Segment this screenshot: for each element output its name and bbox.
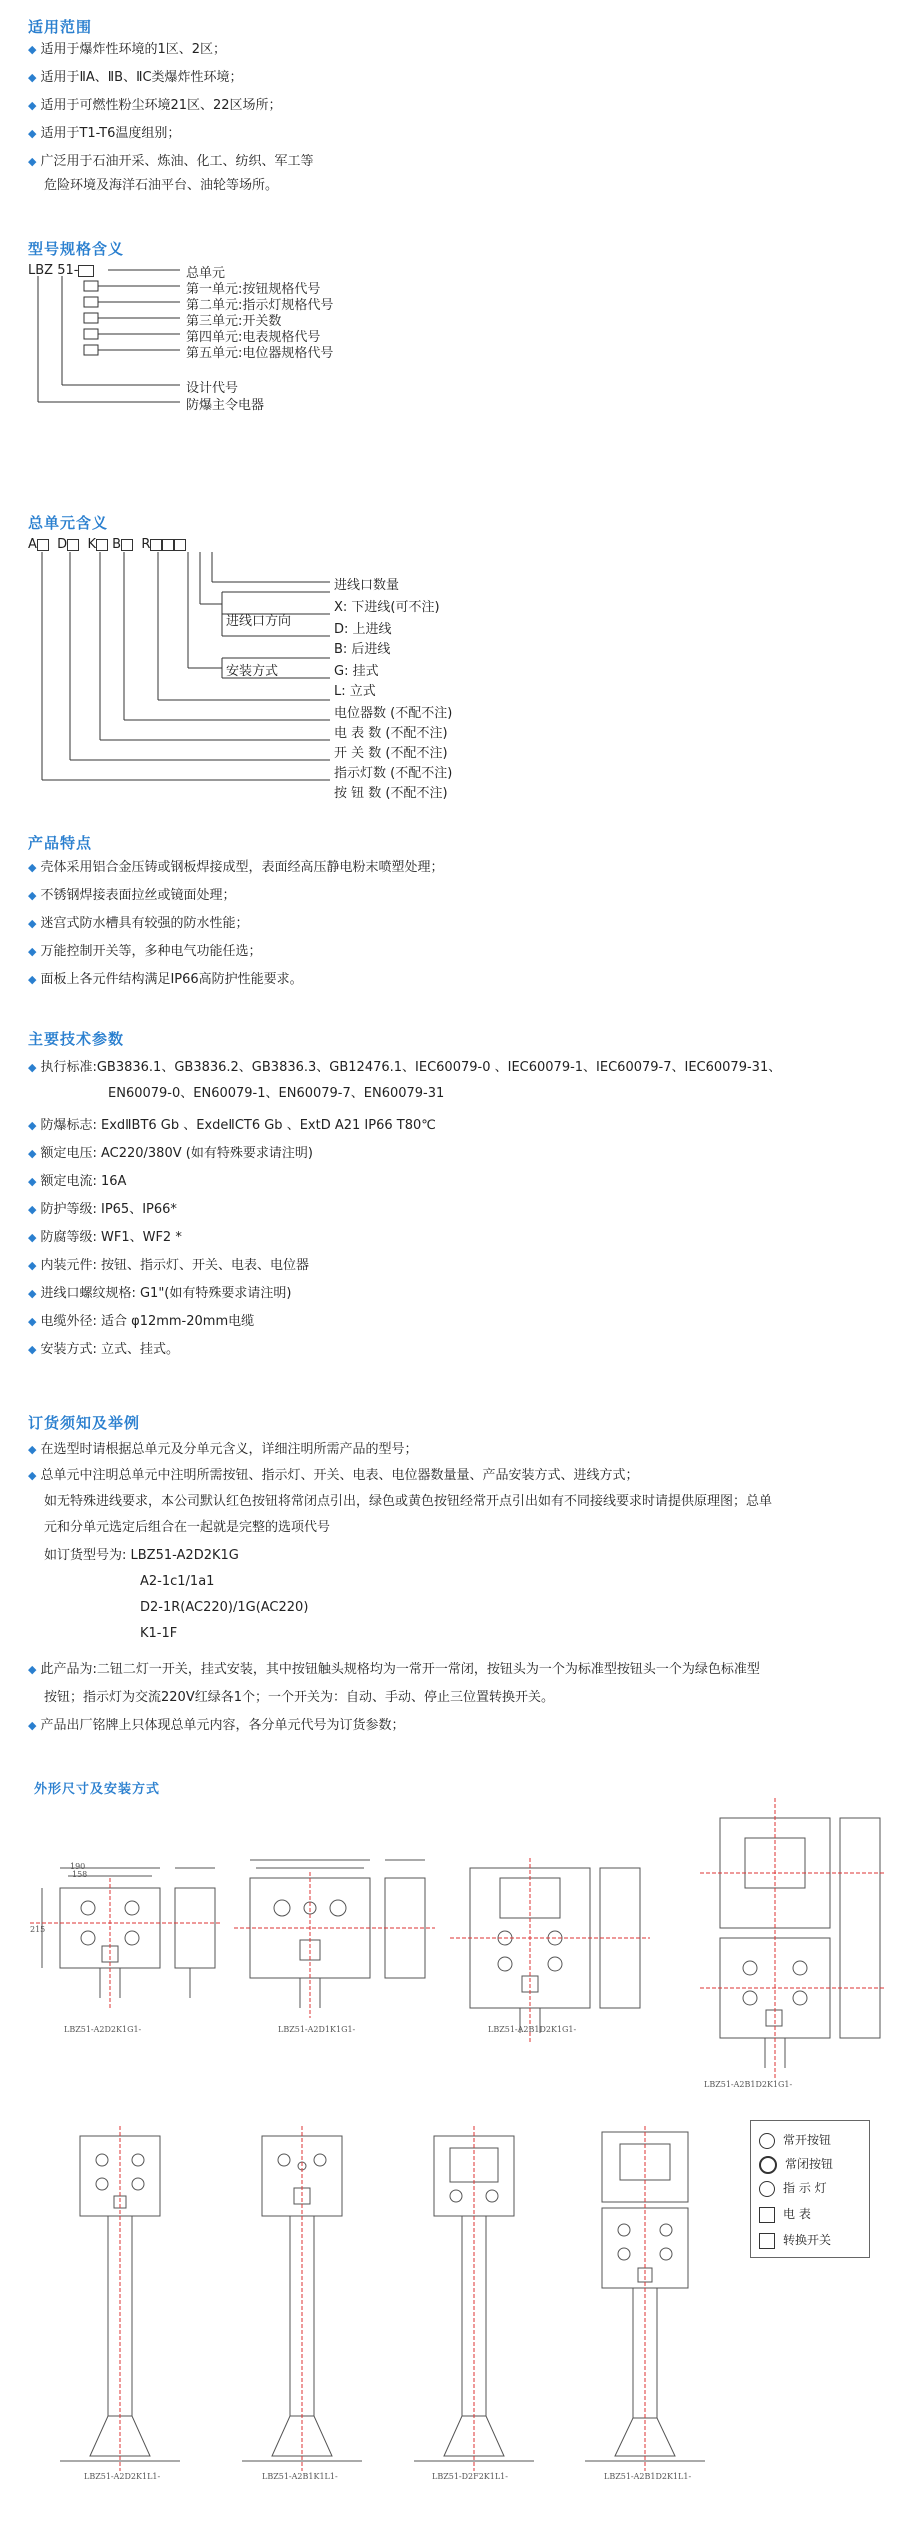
tree-label: 第一单元:按钮规格代号 — [186, 282, 321, 297]
list-item: ◆ 万能控制开关等，多种电气功能任选； — [28, 944, 262, 959]
diamond-icon: ◆ — [28, 917, 37, 930]
list-item: ◆ 适用于爆炸性环境的1区、2区； — [28, 42, 227, 57]
list-item-continuation: 元和分单元选定后组合在一起就是完整的选项代号 — [44, 1520, 331, 1535]
diamond-icon: ◆ — [28, 1119, 37, 1132]
list-item: ◆ 防爆标志: ExdⅡBT6 Gb 、ExdeⅡCT6 Gb 、ExtD A21 IP66 T80℃ — [28, 1118, 436, 1133]
diamond-icon: ◆ — [28, 1147, 37, 1160]
section-title-dimensions: 外形尺寸及安装方式 — [34, 1782, 161, 1797]
meter-icon — [759, 2207, 775, 2223]
tree-label: 电位器数 (不配不注) — [334, 706, 453, 721]
tree-label: 安装方式 — [226, 664, 279, 679]
list-item: ◆ 此产品为:二钮二灯一开关，挂式安装，其中按钮触头规格均为一常开一常闭，按钮头为一个为标准型按钮头一个为绿色标准型 — [28, 1662, 760, 1677]
diamond-icon: ◆ — [28, 1343, 37, 1356]
section-title-model: 型号规格含义 — [28, 240, 125, 258]
diamond-icon: ◆ — [28, 861, 37, 874]
drawing-wall-a2b1d2k1g — [440, 1848, 660, 2108]
list-item: ◆ 安装方式: 立式、挂式。 — [28, 1342, 179, 1357]
tree-label: X: 下进线(可不注) — [334, 600, 440, 615]
list-item: ◆ 适用于可燃性粉尘环境21区、22区场所； — [28, 98, 282, 113]
diamond-icon: ◆ — [28, 945, 37, 958]
normally-closed-button-icon — [759, 2156, 777, 2174]
drawing-stand-a2b1d2k1l — [552, 2126, 742, 2486]
list-item-continuation: 如无特殊进线要求，本公司默认红色按钮将常闭点引出，绿色或黄色按钮经常开点引出如有不同接线要求时请提供原理图；总单 — [44, 1494, 773, 1509]
tree-label: L: 立式 — [334, 684, 376, 699]
list-item: ◆ 进线口螺纹规格: G1"(如有特殊要求请注明) — [28, 1286, 292, 1301]
list-item: ◆ 产品出厂铭牌上只体现总单元内容，各分单元代号为订货参数； — [28, 1718, 405, 1733]
list-item: ◆ 防护等级: IP65、IP66* — [28, 1202, 177, 1217]
diamond-icon: ◆ — [28, 889, 37, 902]
order-example: 如订货型号为: LBZ51-A2D2K1G — [44, 1548, 239, 1563]
diamond-icon: ◆ — [28, 1231, 37, 1244]
legend-row: 常开按钮 — [759, 2131, 831, 2149]
legend-row: 电 表 — [759, 2205, 811, 2223]
list-item-continuation: EN60079-0、EN60079-1、EN60079-7、EN60079-31 — [108, 1086, 445, 1101]
legend — [750, 2120, 870, 2258]
tree-label: 开 关 数 (不配不注) — [334, 746, 448, 761]
tree-label: 电 表 数 (不配不注) — [334, 726, 448, 741]
diamond-icon: ◆ — [28, 99, 37, 112]
tree-label: 防爆主令电器 — [186, 398, 265, 413]
list-item: ◆ 不锈钢焊接表面拉丝或镜面处理； — [28, 888, 236, 903]
list-item: ◆ 适用于ⅡA、ⅡB、ⅡC类爆炸性环境； — [28, 70, 243, 85]
tree-label: 进线口方向 — [226, 614, 292, 629]
drawing-wall-a2b1d2k1g-tall — [680, 1788, 890, 2108]
selector-switch-icon — [759, 2233, 775, 2249]
diamond-icon: ◆ — [28, 155, 37, 168]
section-title-ordering: 订货须知及举例 — [28, 1414, 141, 1432]
diamond-icon: ◆ — [28, 1443, 37, 1456]
section-title-specs: 主要技术参数 — [28, 1030, 125, 1048]
diamond-icon: ◆ — [28, 973, 37, 986]
order-example: D2-1R(AC220)/1G(AC220) — [140, 1600, 309, 1615]
list-item: ◆ 防腐等级: WF1、WF2 * — [28, 1230, 182, 1245]
section-title-features: 产品特点 — [28, 834, 93, 852]
drawing-wall-a2d1k1g — [230, 1848, 450, 2108]
drawing-stand-d2f2k1l — [384, 2126, 564, 2486]
drawing-stand-a2b1k1l — [212, 2126, 392, 2486]
legend-row: 指 示 灯 — [759, 2179, 827, 2197]
list-item: ◆ 广泛用于石油开采、炼油、化工、纺织、军工等 — [28, 154, 314, 169]
tree-label: 第三单元:开关数 — [186, 314, 282, 329]
tree-label: 指示灯数 (不配不注) — [334, 766, 453, 781]
indicator-lamp-icon — [759, 2181, 775, 2197]
drawing-wall-a2d2k1g — [20, 1848, 240, 2108]
tree-label: G: 挂式 — [334, 664, 379, 679]
diamond-icon: ◆ — [28, 127, 37, 140]
list-item: ◆ 面板上各元件结构满足IP66高防护性能要求。 — [28, 972, 303, 987]
tree-label: 按 钮 数 (不配不注) — [334, 786, 448, 801]
section-title-main-unit: 总单元含义 — [28, 514, 109, 532]
normally-open-button-icon — [759, 2133, 775, 2149]
diamond-icon: ◆ — [28, 1259, 37, 1272]
list-item-continuation: 危险环境及海洋石油平台、油轮等场所。 — [44, 178, 279, 193]
unit-tree-lines — [0, 540, 340, 820]
tree-label: 进线口数量 — [334, 578, 400, 593]
diamond-icon: ◆ — [28, 43, 37, 56]
diamond-icon: ◆ — [28, 1315, 37, 1328]
tree-label: 第四单元:电表规格代号 — [186, 330, 321, 345]
list-item: ◆ 总单元中注明总单元中注明所需按钮、指示灯、开关、电表、电位器数量量、产品安装方式、进线方式； — [28, 1468, 639, 1483]
diamond-icon: ◆ — [28, 1287, 37, 1300]
tree-label: 第五单元:电位器规格代号 — [186, 346, 334, 361]
list-item: ◆ 额定电压: AC220/380V (如有特殊要求请注明) — [28, 1146, 313, 1161]
diamond-icon: ◆ — [28, 1061, 37, 1074]
list-item: ◆ 在选型时请根据总单元及分单元含义，详细注明所需产品的型号； — [28, 1442, 418, 1457]
list-item-continuation: 按钮；指示灯为交流220V红绿各1个；一个开关为：自动、手动、停止三位置转换开关。 — [44, 1690, 554, 1705]
list-item: ◆ 壳体采用铝合金压铸或钢板焊接成型，表面经高压静电粉末喷塑处理； — [28, 860, 444, 875]
legend-row: 转换开关 — [759, 2231, 831, 2249]
tree-label: 总单元 — [186, 266, 226, 281]
order-example: K1-1F — [140, 1626, 178, 1641]
diamond-icon: ◆ — [28, 71, 37, 84]
section-title-applications: 适用范围 — [28, 18, 93, 36]
list-item: ◆ 内装元件: 按钮、指示灯、开关、电表、电位器 — [28, 1258, 309, 1273]
drawing-stand-a2d2k1l — [30, 2126, 210, 2486]
tree-label: D: 上进线 — [334, 622, 392, 637]
tree-label: 第二单元:指示灯规格代号 — [186, 298, 334, 313]
order-example: A2-1c1/1a1 — [140, 1574, 215, 1589]
legend-row: 常闭按钮 — [759, 2155, 833, 2174]
list-item: ◆ 执行标准:GB3836.1、GB3836.2、GB3836.3、GB12476.1、IEC60079-0 、IEC60079-1、IEC60079-7、IEC60079-31、 — [28, 1060, 782, 1075]
diamond-icon: ◆ — [28, 1203, 37, 1216]
diamond-icon: ◆ — [28, 1663, 37, 1676]
list-item: ◆ 额定电流: 16A — [28, 1174, 127, 1189]
tree-label: 设计代号 — [186, 381, 239, 396]
model-code: LBZ 51- — [28, 263, 94, 278]
list-item: ◆ 迷宫式防水槽具有较强的防水性能； — [28, 916, 249, 931]
diamond-icon: ◆ — [28, 1175, 37, 1188]
list-item: ◆ 电缆外径: 适合 φ12mm-20mm电缆 — [28, 1314, 255, 1329]
list-item: ◆ 适用于T1-T6温度组别； — [28, 126, 181, 141]
diamond-icon: ◆ — [28, 1719, 37, 1732]
unit-code: A D K B R — [28, 537, 186, 552]
tree-label: B: 后进线 — [334, 642, 391, 657]
diamond-icon: ◆ — [28, 1469, 37, 1482]
